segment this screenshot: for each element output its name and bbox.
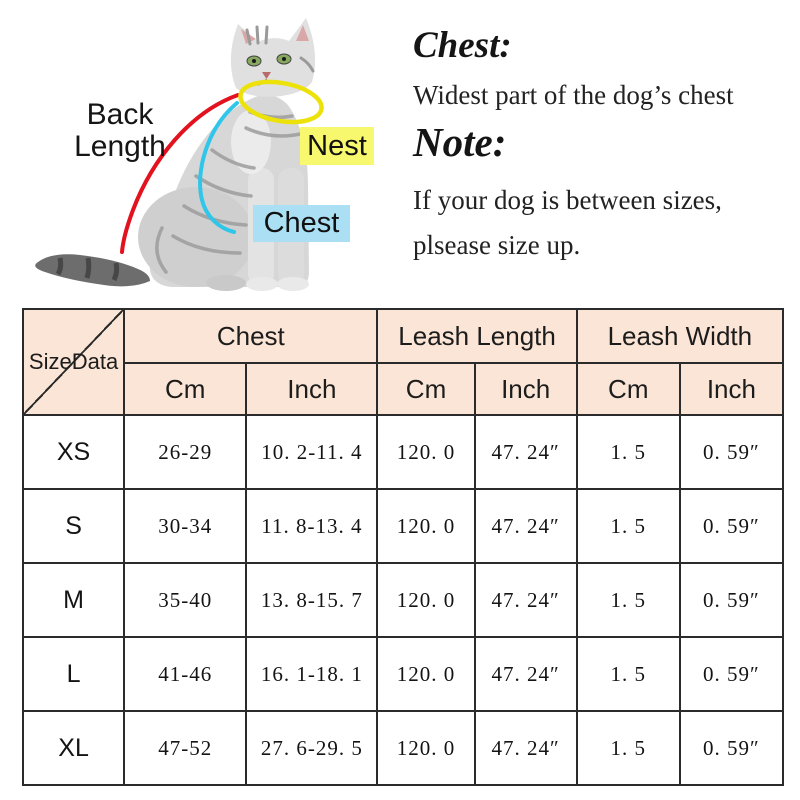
note-text-line2: plsease size up. [413, 230, 581, 260]
value-cell: 13. 8-15. 7 [246, 563, 377, 637]
size-cell: L [23, 637, 124, 711]
size-cell: XS [23, 415, 124, 489]
value-cell: 47. 24″ [475, 415, 577, 489]
size-table [22, 308, 784, 786]
cat-paw [206, 275, 246, 291]
value-cell: 0. 59″ [680, 563, 783, 637]
value-cell: 47. 24″ [475, 711, 577, 785]
value-cell: 10. 2-11. 4 [246, 415, 377, 489]
value-cell: 0. 59″ [680, 711, 783, 785]
value-cell: 1. 5 [577, 711, 680, 785]
value-cell: 120. 0 [377, 711, 474, 785]
column-group-leash-length: Leash Length [377, 309, 576, 363]
subheader-leashlength-cm: Cm [377, 363, 474, 415]
back-length-label [55, 99, 185, 163]
subheader-leashwidth-inch: Inch [680, 363, 783, 415]
table-row-m [23, 563, 783, 637]
cat-pupil [252, 59, 256, 63]
value-cell: 11. 8-13. 4 [246, 489, 377, 563]
chest-callout-label [253, 205, 350, 242]
value-cell: 30-34 [124, 489, 246, 563]
size-cell: S [23, 489, 124, 563]
chest-description: Widest part of the dog’s chest [413, 80, 734, 110]
back-length-label-line2: Length [74, 130, 166, 163]
value-cell: 41-46 [124, 637, 246, 711]
column-group-chest: Chest [124, 309, 377, 363]
size-cell: M [23, 563, 124, 637]
chest-callout-text: Chest [263, 207, 340, 239]
value-cell: 1. 5 [577, 415, 680, 489]
note-heading: Note: [413, 119, 507, 165]
nest-label-text: Nest [307, 129, 367, 162]
cat-haunch [138, 187, 254, 287]
value-cell: 47. 24″ [475, 563, 577, 637]
value-cell: 27. 6-29. 5 [246, 711, 377, 785]
value-cell: 1. 5 [577, 637, 680, 711]
table-row-xs [23, 415, 783, 489]
column-group-leash-width: Leash Width [577, 309, 783, 363]
size-cell: XL [23, 711, 124, 785]
cat-paw [246, 277, 278, 291]
value-cell: 120. 0 [377, 415, 474, 489]
value-cell: 47-52 [124, 711, 246, 785]
note-text-line1: If your dog is between sizes, [413, 185, 722, 215]
value-cell: 0. 59″ [680, 637, 783, 711]
value-cell: 120. 0 [377, 563, 474, 637]
back-length-label-line1: Back [86, 98, 154, 131]
value-cell: 47. 24″ [475, 489, 577, 563]
value-cell: 1. 5 [577, 489, 680, 563]
value-cell: 47. 24″ [475, 637, 577, 711]
value-cell: 1. 5 [577, 563, 680, 637]
table-row-s [23, 489, 783, 563]
subheader-leashlength-inch: Inch [475, 363, 577, 415]
nest-label [300, 127, 374, 165]
corner-cell-sizedata [23, 309, 124, 415]
cat-paw [277, 277, 309, 291]
value-cell: 0. 59″ [680, 415, 783, 489]
cat-tail [35, 254, 150, 286]
value-cell: 0. 59″ [680, 489, 783, 563]
chest-heading: Chest: [413, 25, 512, 66]
corner-cell-label: SizeData [28, 349, 119, 374]
value-cell: 16. 1-18. 1 [246, 637, 377, 711]
info-panel [413, 0, 800, 300]
table-row-xl [23, 711, 783, 785]
value-cell: 120. 0 [377, 489, 474, 563]
cat-pupil [282, 57, 286, 61]
subheader-chest-cm: Cm [124, 363, 246, 415]
value-cell: 120. 0 [377, 637, 474, 711]
subheader-chest-inch: Inch [246, 363, 377, 415]
table-row-l [23, 637, 783, 711]
value-cell: 35-40 [124, 563, 246, 637]
subheader-leashwidth-cm: Cm [577, 363, 680, 415]
value-cell: 26-29 [124, 415, 246, 489]
